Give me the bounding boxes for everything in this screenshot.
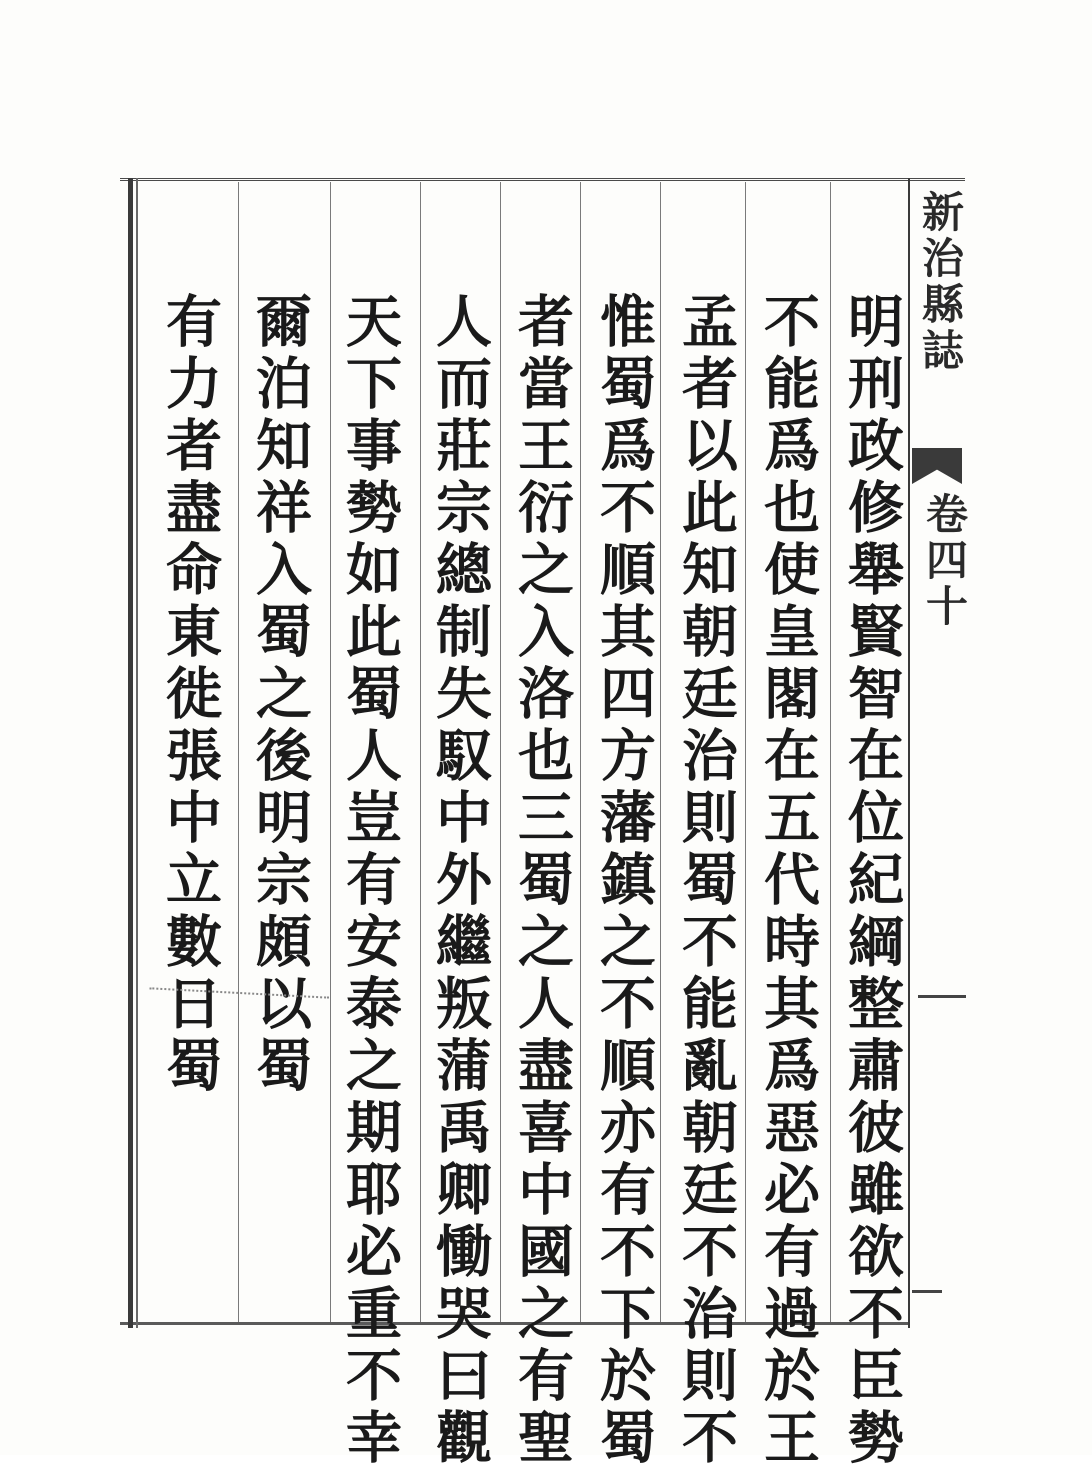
text-column-5: 者當王衍之入洛也三蜀之人盡喜中國之有聖: [509, 292, 575, 1470]
text-column-9: 有力者盡命東徙張中立數日蜀: [157, 292, 223, 1098]
text-column-4: 惟蜀爲不順其四方藩鎮之不順亦有不下於蜀: [591, 292, 657, 1470]
text-column-1: 明刑政修舉賢智在位紀綱整肅彼雖欲不臣勢: [839, 292, 905, 1470]
margin-tick: [918, 995, 966, 998]
frame-top-border: [120, 178, 965, 181]
text-column-8: 爾泊知祥入蜀之後明宗頗以蜀: [247, 292, 313, 1098]
column-divider: [660, 182, 661, 1322]
text-column-6: 人而莊宗總制失馭中外繼叛蒲禹卿慟哭曰觀: [427, 292, 493, 1470]
text-column-2: 不能爲也使皇閣在五代時其爲惡必有過於王: [755, 292, 821, 1470]
frame-left-border: [128, 178, 138, 1328]
column-divider: [500, 182, 501, 1322]
text-column-3: 孟者以此知朝廷治則蜀不能亂朝廷不治則不: [673, 292, 739, 1470]
column-divider: [330, 182, 331, 1322]
text-column-7: 天下事勢如此蜀人豈有安泰之期耶必重不幸: [337, 292, 403, 1470]
column-divider: [238, 182, 239, 1322]
book-title: 新治縣誌: [916, 190, 965, 374]
column-divider: [420, 182, 421, 1322]
column-divider: [745, 182, 746, 1322]
margin-tick: [912, 1290, 942, 1293]
column-divider: [580, 182, 581, 1322]
chapter-label: 卷四十: [920, 492, 969, 630]
column-divider: [830, 182, 831, 1322]
